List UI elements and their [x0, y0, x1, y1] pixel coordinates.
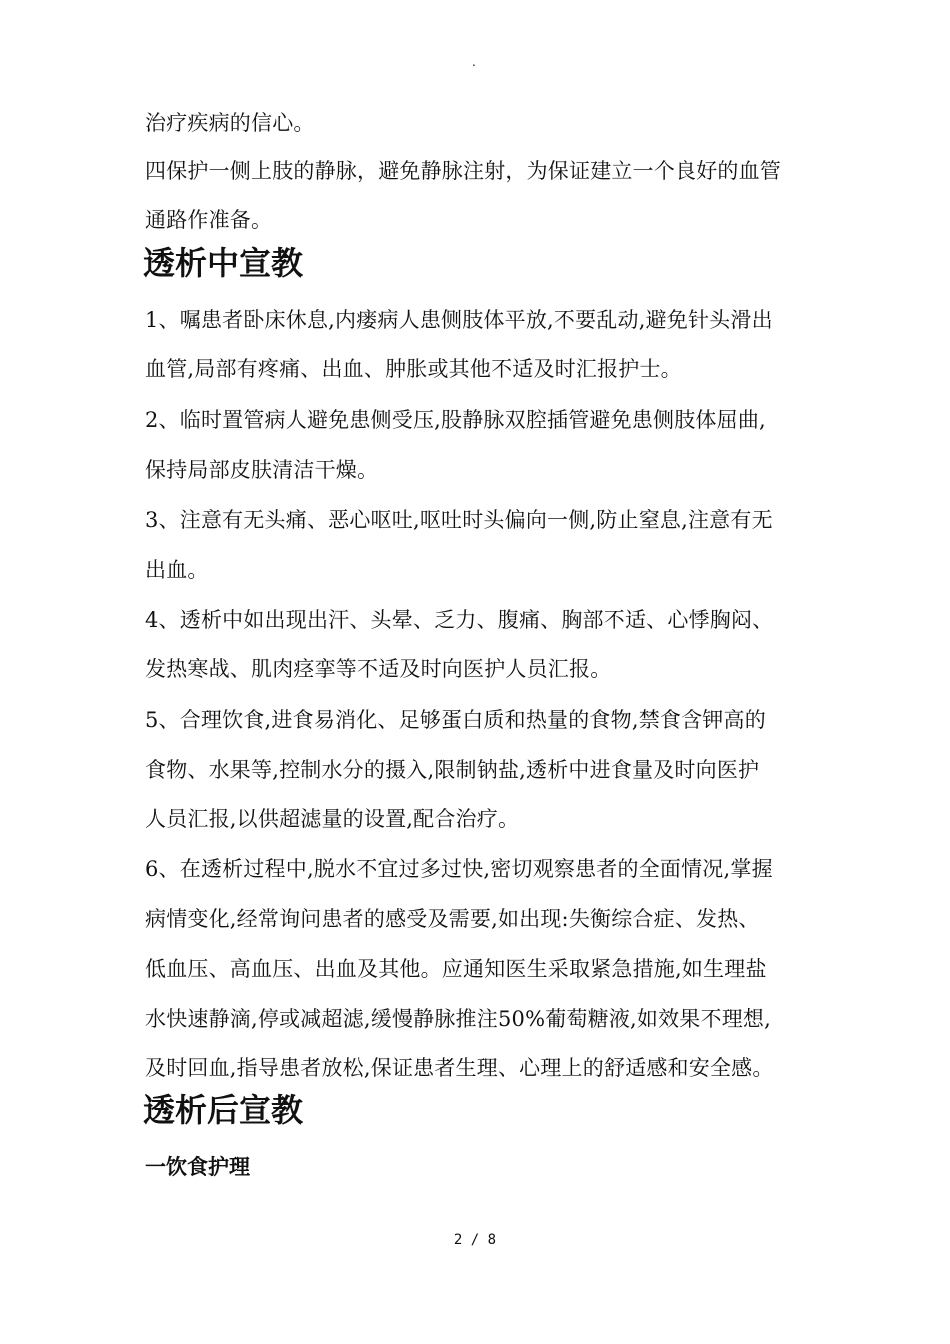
- list-item-line: 血管,局部有疼痛、出血、肿胀或其他不适及时汇报护士。: [145, 357, 682, 381]
- subsection-heading: 一饮食护理: [145, 1155, 250, 1179]
- list-item-line: 2、临时置管病人避免患侧受压,股静脉双腔插管避免患侧肢体屈曲,: [145, 408, 766, 432]
- section-heading-during: 透析中宣教: [143, 244, 304, 282]
- list-item-line: 4、透析中如出现出汗、头晕、乏力、腹痛、胸部不适、心悸胸闷、: [145, 608, 774, 632]
- list-item-line: 发热寒战、肌肉痉挛等不适及时向医护人员汇报。: [145, 657, 612, 681]
- header-dot: .: [472, 55, 476, 69]
- paragraph-line: 治疗疾病的信心。: [145, 111, 315, 135]
- list-item-line: 保持局部皮肤清洁干燥。: [145, 458, 379, 482]
- list-item-line: 及时回血,指导患者放松,保证患者生理、心理上的舒适感和安全感。: [145, 1056, 774, 1080]
- list-item-line: 1、嘱患者卧床休息,内瘘病人患侧肢体平放,不要乱动,避免针头滑出: [145, 308, 773, 332]
- paragraph-line: 四保护一侧上肢的静脉，避免静脉注射，为保证建立一个良好的血管: [145, 159, 781, 183]
- list-item-line: 5、合理饮食,进食易消化、足够蛋白质和热量的食物,禁食含钾高的: [145, 708, 766, 732]
- section-heading-after: 透析后宣教: [143, 1091, 304, 1129]
- list-item-line: 人员汇报,以供超滤量的设置,配合治疗。: [145, 807, 520, 831]
- list-item-line: 3、注意有无头痛、恶心呕吐,呕吐时头偏向一侧,防止窒息,注意有无: [145, 508, 773, 532]
- list-item-line: 出血。: [145, 558, 209, 582]
- list-item-line: 低血压、高血压、出血及其他。应通知医生采取紧急措施,如生理盐: [145, 957, 767, 981]
- list-item-line: 食物、水果等,控制水分的摄入,限制钠盐,透析中进食量及时向医护: [145, 758, 760, 782]
- paragraph-line: 通路作准备。: [145, 208, 273, 232]
- list-item-line: 水快速静滴,停或减超滤,缓慢静脉推注50%葡萄糖液,如效果不理想,: [145, 1007, 771, 1031]
- list-item-line: 6、在透析过程中,脱水不宜过多过快,密切观察患者的全面情况,掌握: [145, 857, 773, 881]
- list-item-line: 病情变化,经常询问患者的感受及需要,如出现:失衡综合症、发热、: [145, 907, 760, 931]
- page-number: 2 / 8: [453, 1232, 497, 1248]
